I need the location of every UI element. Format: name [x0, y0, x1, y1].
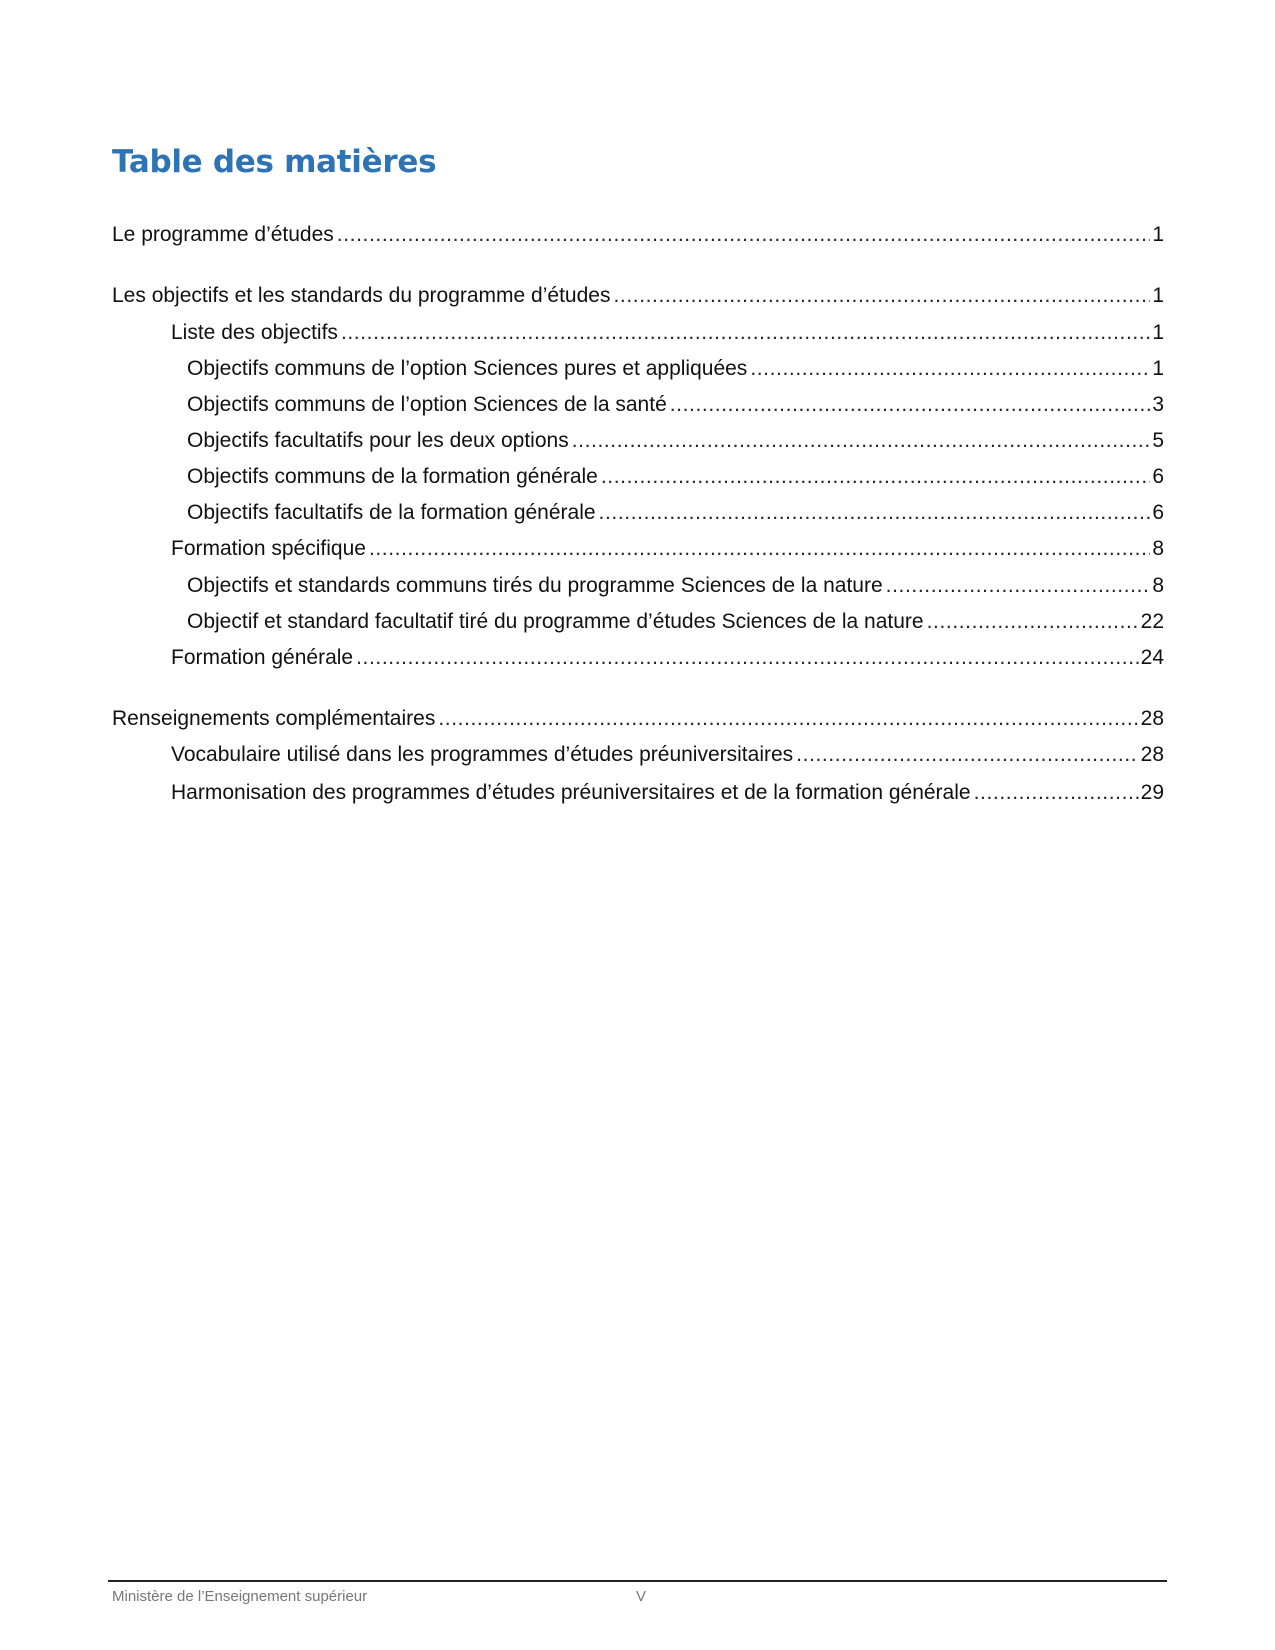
toc-entry-page: 8: [1152, 574, 1164, 597]
toc-dot-leader: [356, 645, 1139, 671]
toc-entry-label: Liste des objectifs: [171, 321, 338, 344]
toc-entry-label: Objectifs communs de la formation générale: [187, 465, 598, 488]
toc-dot-leader: [337, 222, 1151, 248]
toc-entry[interactable]: [187, 464, 1164, 490]
toc-entry[interactable]: [171, 742, 1164, 768]
toc-entry-page: 1: [1152, 321, 1164, 344]
toc-dot-leader: [796, 742, 1138, 768]
toc-entry[interactable]: [187, 500, 1164, 526]
toc-dot-leader: [438, 706, 1138, 732]
footer-publisher: Ministère de l’Enseignement supérieur: [112, 1588, 368, 1605]
toc-entry-page: 28: [1140, 743, 1164, 766]
toc-dot-leader: [599, 500, 1151, 526]
toc-dot-leader: [886, 573, 1151, 599]
toc-entry-page: 22: [1140, 610, 1164, 633]
toc-entry[interactable]: [112, 222, 1164, 248]
toc-entry-page: 1: [1152, 284, 1164, 307]
toc-entry[interactable]: [187, 609, 1164, 635]
toc-dot-leader: [670, 392, 1151, 418]
toc-dot-leader: [974, 780, 1139, 806]
toc-entry-page: 6: [1152, 465, 1164, 488]
toc-entry-label: Objectifs communs de l’option Sciences pures et appliquées: [187, 357, 748, 380]
toc-entry-label: Le programme d’études: [112, 223, 334, 246]
toc-entry-label: Objectif et standard facultatif tiré du programme d’études Sciences de la nature: [187, 610, 924, 633]
toc-entry-label: Renseignements complémentaires: [112, 707, 436, 730]
toc-entry[interactable]: [187, 356, 1164, 382]
toc-dot-leader: [750, 356, 1150, 382]
toc-entry-label: Objectifs communs de l’option Sciences de la santé: [187, 393, 667, 416]
toc-entry[interactable]: [112, 706, 1164, 732]
toc-entry-label: Objectifs et standards communs tirés du programme Sciences de la nature: [187, 574, 883, 597]
toc-entry-page: 24: [1140, 646, 1164, 669]
toc-entry-page: 3: [1152, 393, 1164, 416]
page-title: Table des matières: [112, 144, 437, 180]
toc-entry-label: Harmonisation des programmes d’études préuniversitaires et de la formation générale: [171, 781, 971, 804]
toc-entry-label: Formation spécifique: [171, 537, 366, 560]
footer-divider: [108, 1580, 1167, 1582]
toc-entry-page: 8: [1152, 537, 1164, 560]
toc-dot-leader: [613, 283, 1150, 309]
toc-entry[interactable]: [171, 320, 1164, 346]
toc-entry-label: Les objectifs et les standards du programme d’études: [112, 284, 611, 307]
toc-entry-label: Vocabulaire utilisé dans les programmes d’études préuniversitaires: [171, 743, 794, 766]
footer-page-number: V: [636, 1588, 647, 1605]
toc-entry-page: 5: [1152, 429, 1164, 452]
toc-entry[interactable]: [171, 780, 1164, 806]
toc-entry-label: Objectifs facultatifs de la formation générale: [187, 501, 596, 524]
toc-dot-leader: [927, 609, 1139, 635]
toc-entry[interactable]: [187, 392, 1164, 418]
toc-dot-leader: [341, 320, 1150, 346]
toc-entry-page: 6: [1152, 501, 1164, 524]
toc-entry-page: 1: [1152, 357, 1164, 380]
toc-entry[interactable]: [171, 536, 1164, 562]
toc-entry-page: 28: [1140, 707, 1164, 730]
toc-dot-leader: [369, 536, 1150, 562]
toc-entry[interactable]: [187, 573, 1164, 599]
toc-entry-label: Formation générale: [171, 646, 354, 669]
toc-entry[interactable]: [112, 283, 1164, 309]
toc-entry-label: Objectifs facultatifs pour les deux options: [187, 429, 569, 452]
toc-entry-page: 29: [1140, 781, 1164, 804]
toc-entry[interactable]: [187, 428, 1164, 454]
toc-entry-page: 1: [1152, 223, 1164, 246]
toc-dot-leader: [572, 428, 1151, 454]
toc-entry[interactable]: [171, 645, 1164, 671]
toc-dot-leader: [601, 464, 1150, 490]
